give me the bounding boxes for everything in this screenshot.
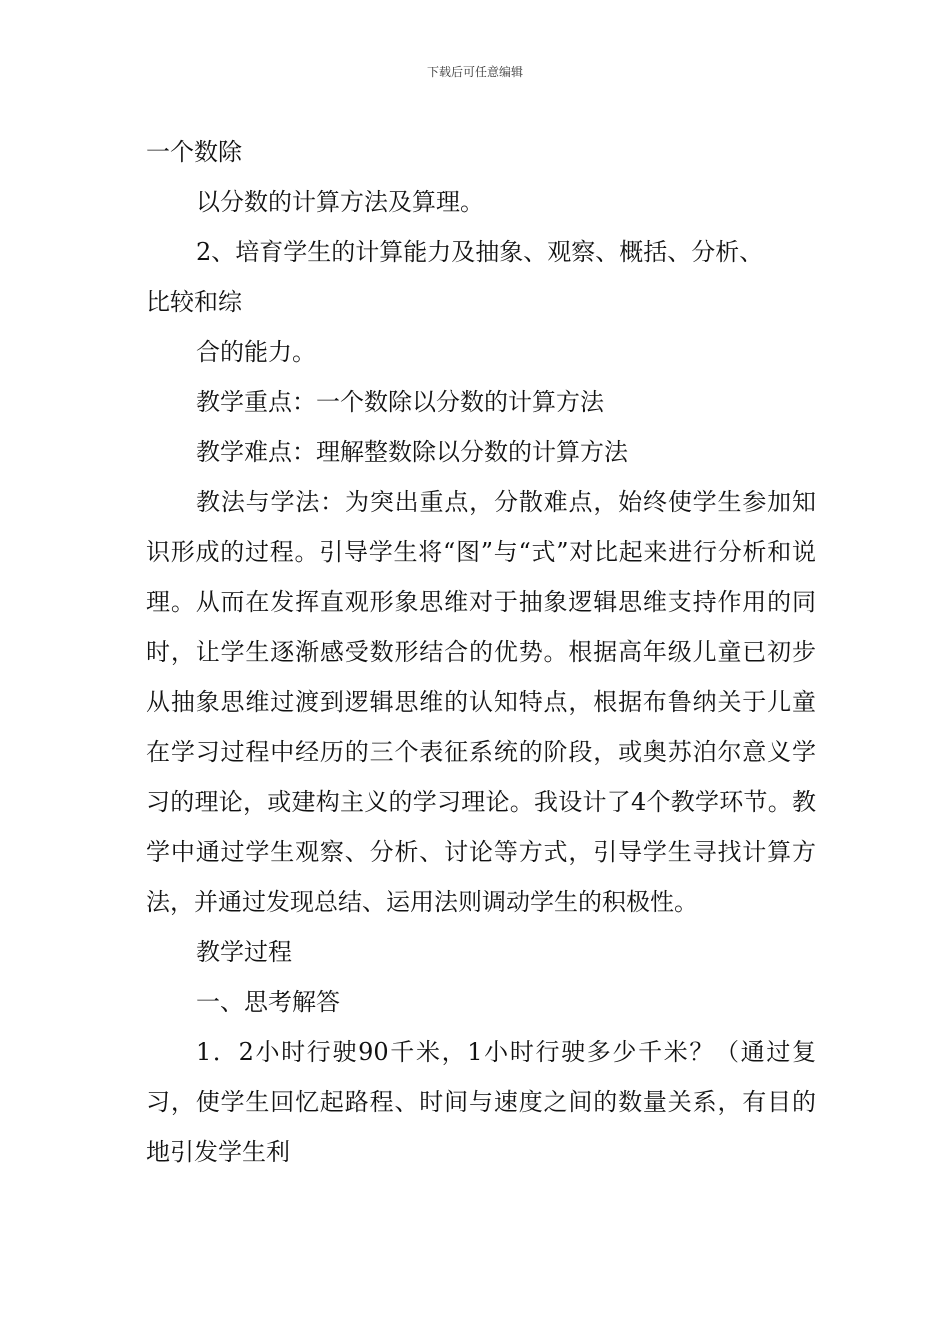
methods-paragraph: 教法与学法：为突出重点，分散难点，始终使学生参加知识形成的过程。引导学生将“图”与“式”对比起来进行分析和说理。从而在发挥直观形象思维对于抽象逻辑思维支持作用的同时，让学生逐渐感受数形结合的优势。根据高年级儿童已初步从抽象思维过渡到逻辑思维的认知特点，根据布鲁纳关于儿童在学习过程中经历的三个表征系统的阶段，或奥苏泊尔意义学习的理论，或建构主义的学习理论。我设计了4个教学环节。教学中通过学生观察、分析、讨论等方式，引导学生寻找计算方法，并通过发现总结、运用法则调动学生的积极性。 xyxy=(146,488,816,916)
difficulty-paragraph: 教学难点：理解整数除以分数的计算方法 xyxy=(196,438,628,466)
process-heading: 教学过程 xyxy=(196,938,292,966)
paragraph-line: 比较和综 xyxy=(146,288,242,316)
document-body xyxy=(146,127,816,1177)
key-point-paragraph: 教学重点：一个数除以分数的计算方法 xyxy=(196,388,604,416)
paragraph-line: 合的能力。 xyxy=(196,338,316,366)
paragraph-line: 一个数除 xyxy=(146,138,242,166)
page-header: 下载后可任意编辑 xyxy=(426,65,523,79)
section-heading: 一、思考解答 xyxy=(196,988,340,1016)
paragraph-line: 2、培育学生的计算能力及抽象、观察、概括、分析、 xyxy=(196,238,764,266)
paragraph-line: 以分数的计算方法及算理。 xyxy=(196,188,484,216)
question-paragraph: 1．2小时行驶90千米，1小时行驶多少千米？（通过复习，使学生回忆起路程、时间与速度之间的数量关系，有目的地引发学生利 xyxy=(146,1038,816,1166)
